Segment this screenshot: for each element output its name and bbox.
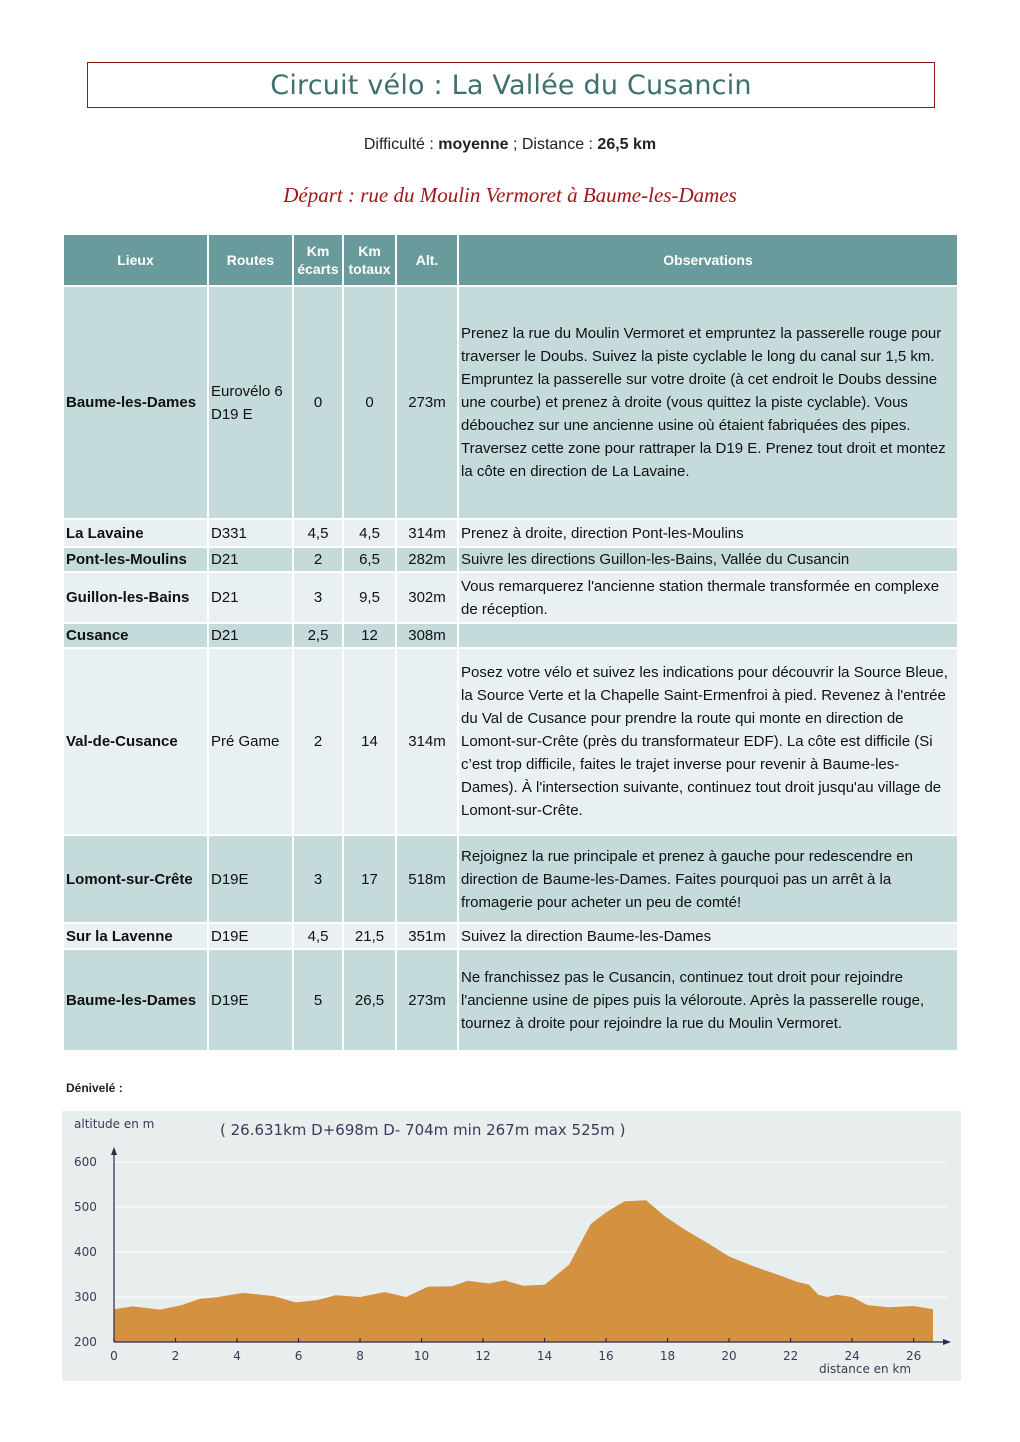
cell-observation: Prenez à droite, direction Pont-les-Moulins <box>458 519 958 547</box>
cell-alt: 314m <box>396 648 458 835</box>
table-row <box>63 648 958 835</box>
cell-km-total: 12 <box>343 623 396 648</box>
x-tick-label: 2 <box>171 1349 180 1363</box>
cell-routes: Pré Game <box>208 648 293 835</box>
cell-lieu: Lomont-sur-Crête <box>63 835 208 923</box>
route-name: Eurovélo 6 <box>211 382 283 400</box>
cell-km-ecart: 5 <box>293 949 343 1051</box>
x-tick-label: 8 <box>356 1349 364 1363</box>
cell-km-total: 4,5 <box>343 519 396 547</box>
cell-lieu: Pont-les-Moulins <box>63 547 208 572</box>
cell-alt: 273m <box>396 286 458 519</box>
cell-km-ecart: 4,5 <box>293 519 343 547</box>
table-row <box>63 923 958 949</box>
x-tick-label: 26 <box>905 1349 922 1363</box>
elevation-chart <box>62 1111 961 1381</box>
difficulty-label: Difficulté : <box>363 136 439 153</box>
cell-observation: Suivez la direction Baume-les-Dames <box>458 923 958 949</box>
cell-alt: 351m <box>396 923 458 949</box>
header-observations: Observations <box>458 234 958 286</box>
cell-observation: Vous remarquerez l'ancienne station thermale transformée en complexe de réception. <box>458 572 958 623</box>
cell-observation: Suivre les directions Guillon-les-Bains, Vallée du Cusancin <box>458 547 958 572</box>
cell-routes: D331 <box>208 519 293 547</box>
route-name: D19 E <box>211 405 253 423</box>
cell-km-ecart: 3 <box>293 572 343 623</box>
y-tick-label: 500 <box>74 1200 97 1214</box>
cell-lieu: Val-de-Cusance <box>63 648 208 835</box>
x-tick-label: 6 <box>294 1349 303 1363</box>
cell-routes: D19E <box>208 835 293 923</box>
cell-km-total: 9,5 <box>343 572 396 623</box>
table-header <box>63 234 958 286</box>
x-axis-arrow-icon <box>943 1339 951 1345</box>
cell-observation: Ne franchissez pas le Cusancin, continuez tout droit pour rejoindre l'ancienne usine de pipes puis la véloroute. Après la passerelle rouge, tournez à droite pour rejoindre la rue du Moulin Vermoret. <box>458 949 958 1051</box>
cell-lieu: Cusance <box>63 623 208 648</box>
elevation-svg <box>62 1111 961 1381</box>
cell-km-total: 17 <box>343 835 396 923</box>
y-axis-label: altitude en m <box>74 1117 155 1131</box>
cell-alt: 308m <box>396 623 458 648</box>
x-tick-label: 18 <box>659 1349 676 1363</box>
cell-routes <box>208 286 293 519</box>
header-alt: Alt. <box>396 234 458 286</box>
cell-routes: D19E <box>208 949 293 1051</box>
cell-lieu: Baume-les-Dames <box>63 286 208 519</box>
page-title: Circuit vélo : La Vallée du Cusancin <box>270 69 752 101</box>
cell-lieu: Sur la Lavenne <box>63 923 208 949</box>
cell-routes: D21 <box>208 623 293 648</box>
cell-routes: D19E <box>208 923 293 949</box>
header-km-totaux: Km totaux <box>343 234 396 286</box>
x-tick-label: 16 <box>598 1349 614 1363</box>
cell-lieu: Baume-les-Dames <box>63 949 208 1051</box>
y-axis-arrow-icon <box>111 1147 117 1155</box>
cell-km-ecart: 2 <box>293 648 343 835</box>
header-lieux: Lieux <box>63 234 208 286</box>
title-box <box>87 62 935 108</box>
y-tick-label: 200 <box>74 1335 97 1349</box>
cell-observation <box>458 623 958 648</box>
cell-km-ecart: 2 <box>293 547 343 572</box>
cell-observation: Posez votre vélo et suivez les indications pour découvrir la Source Bleue, la Source Verte et la Chapelle Saint-Ermenfroi à pied. Revenez à l'entrée du Val de Cusance pour prendre la route qui monte en direction de Lomont-sur-Crête (près du transformateur EDF). La côte est difficile (Si c’est trop difficile, faites le trajet inverse pour revenir à Baume-les-Dames). À l'intersection suivante, continuez tout droit jusqu'au village de Lomont-sur-Crête. <box>458 648 958 835</box>
cell-observation: Rejoignez la rue principale et prenez à gauche pour redescendre en direction de Baume-les-Dames. Faites pourquoi pas un arrêt à la fromagerie pour acheter un peu de comté! <box>458 835 958 923</box>
cell-km-total: 0 <box>343 286 396 519</box>
cell-observation: Prenez la rue du Moulin Vermoret et empruntez la passerelle rouge pour traverser le Doubs. Suivez la piste cyclable le long du canal sur 1,5 km. Empruntez la passerelle sur votre droite (à cet endroit le Doubs dessine une courbe) et prenez à droite (vous quittez la piste cyclable). Vous débouchez sur une ancienne usine où étaient fabriquées des pipes. Traversez cette zone pour rattraper la D19 E. Prenez tout droit et montez la côte en direction de La Lavaine. <box>458 286 958 519</box>
cell-km-total: 21,5 <box>343 923 396 949</box>
cell-km-total: 6,5 <box>343 547 396 572</box>
cell-alt: 518m <box>396 835 458 923</box>
subtitle <box>0 136 1020 154</box>
table-row <box>63 572 958 623</box>
distance-label: ; Distance : <box>508 136 598 153</box>
cell-km-total: 26,5 <box>343 949 396 1051</box>
table-row <box>63 286 958 519</box>
elevation-label: Dénivelé : <box>66 1081 123 1095</box>
x-tick-label: 20 <box>721 1349 737 1363</box>
y-tick-label: 400 <box>74 1245 97 1259</box>
x-tick-label: 22 <box>782 1349 799 1363</box>
cell-km-total: 14 <box>343 648 396 835</box>
cell-km-ecart: 0 <box>293 286 343 519</box>
table-row <box>63 519 958 547</box>
x-axis-label: distance en km <box>819 1362 912 1376</box>
table-row <box>63 835 958 923</box>
x-tick-label: 12 <box>475 1349 491 1363</box>
elevation-area <box>114 1200 933 1342</box>
distance-value: 26,5 km <box>597 136 657 153</box>
depart-line: Départ : rue du Moulin Vermoret à Baume-les-Dames <box>283 183 737 207</box>
table-row <box>63 949 958 1051</box>
x-tick-label: 10 <box>413 1349 430 1363</box>
x-tick-label: 0 <box>110 1349 118 1363</box>
cell-alt: 302m <box>396 572 458 623</box>
cell-lieu: La Lavaine <box>63 519 208 547</box>
difficulty-value: moyenne <box>438 136 509 153</box>
table-row <box>63 623 958 648</box>
cell-routes: D21 <box>208 547 293 572</box>
cell-lieu: Guillon-les-Bains <box>63 572 208 623</box>
x-tick-label: 14 <box>536 1349 553 1363</box>
x-tick-label: 24 <box>844 1349 860 1363</box>
cell-routes: D21 <box>208 572 293 623</box>
header-routes: Routes <box>208 234 293 286</box>
route-table <box>62 233 959 1052</box>
cell-alt: 273m <box>396 949 458 1051</box>
table-row <box>63 547 958 572</box>
x-tick-label: 4 <box>233 1349 241 1363</box>
cell-km-ecart: 3 <box>293 835 343 923</box>
y-tick-label: 300 <box>74 1290 97 1304</box>
cell-alt: 314m <box>396 519 458 547</box>
y-tick-label: 600 <box>74 1155 97 1169</box>
header-km-ecarts: Km écarts <box>293 234 343 286</box>
cell-alt: 282m <box>396 547 458 572</box>
cell-km-ecart: 2,5 <box>293 623 343 648</box>
cell-km-ecart: 4,5 <box>293 923 343 949</box>
chart-title: ( 26.631km D+698m D- 704m min 267m max 525m ) <box>220 1121 626 1139</box>
